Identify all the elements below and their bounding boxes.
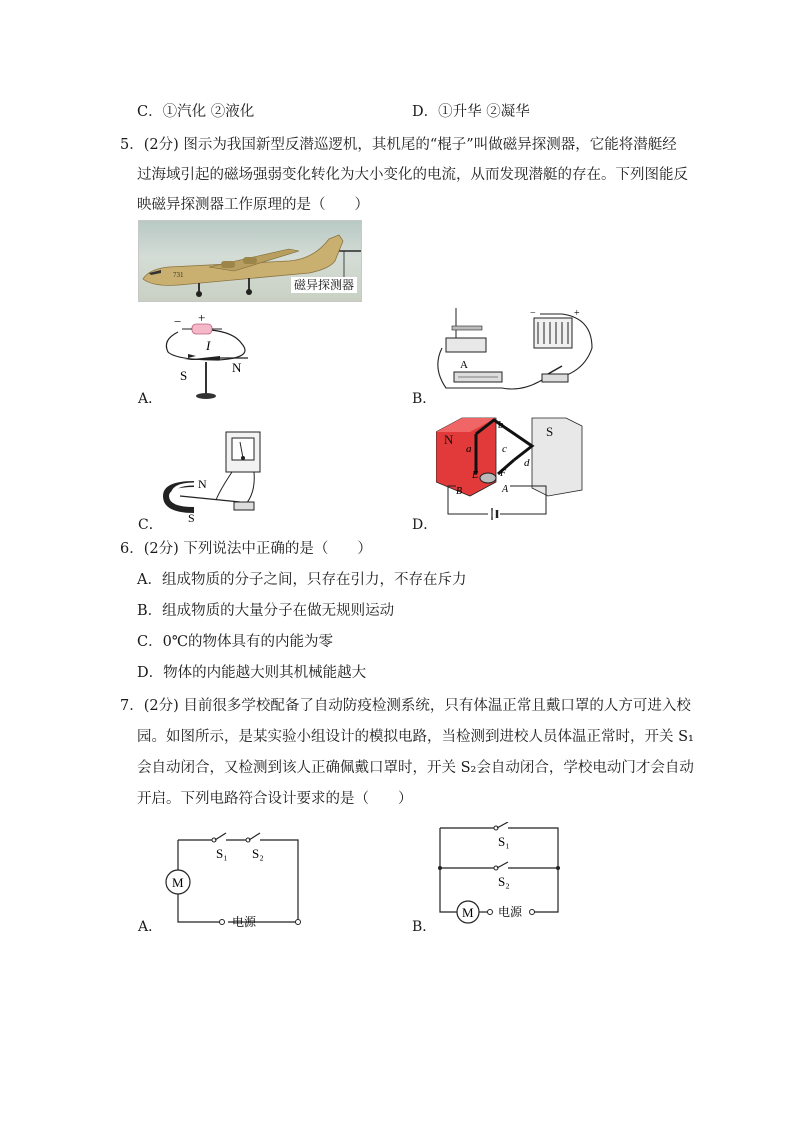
south-magnet [532,418,582,496]
q5-stem-line-2: 过海域引起的磁场强弱变化转化为大小变化的电流，从而发现潜艇的存在。下列图能反 [137,167,688,183]
label-power: 电源 [498,905,523,919]
label-c: c [502,443,507,455]
patrol-aircraft-photo [138,220,362,302]
label-north: N [232,360,242,375]
label-minus: − [174,314,182,329]
q5-option-a[interactable]: A． [138,391,163,407]
q6-stem: 6．(2分) 下列说法中正确的是（ ） [120,541,372,557]
q6-option-b[interactable]: B．组成物质的大量分子在做无规则运动 [137,603,395,619]
q7-stem-line-1: 7．(2分) 目前很多学校配备了自动防疫检测系统，只有体温正常且戴口罩的人方可进入校 [120,698,691,714]
q7-option-b[interactable]: B． [412,919,437,935]
label-s2: S₂ [498,874,510,889]
label-f: F [500,468,507,479]
q5-stem-line-3: 映磁异探测器工作原理的是（ ） [137,197,369,213]
switch-s1-icon [212,833,226,842]
battery-icon [192,324,212,334]
q5-diagram-b [432,308,602,400]
label-north: N [198,477,207,491]
q5-option-b[interactable]: B． [412,391,437,407]
q4-option-c[interactable]: C．①汽化 ②液化 [137,104,255,120]
battery-icon [534,318,572,348]
label-d: d [524,457,530,469]
q5-option-c[interactable]: C． [138,517,163,533]
q6-option-a[interactable]: A．组成物质的分子之间，只存在引力，不存在斥力 [137,572,467,588]
label-current: I [206,338,211,353]
q5-diagram-a [158,310,268,402]
switch-icon [548,366,562,374]
switch-s1-icon [494,822,508,830]
label-minus: − [530,308,536,319]
label-b: b [498,419,504,431]
q7-stem-line-3: 会自动闭合，又检测到该人正确佩戴口罩时，开关 S₂会自动闭合，学校电动门才会自动 [137,760,694,776]
label-b-brush: B [456,486,463,497]
q7-stem-line-2: 园。如图所示，是某实验小组设计的模拟电路，当检测到进校人员体温正常时，开关 S₁ [137,729,694,745]
q6-option-c[interactable]: C．0℃的物体具有的内能为零 [137,634,334,650]
q7-circuit-b [432,822,572,926]
q5-diagram-c [160,430,270,522]
label-s1: S₁ [498,834,510,849]
label-s1: S₁ [216,846,228,861]
switch-s2-icon [494,862,508,870]
label-south: S [546,424,554,439]
q7-circuit-a [160,830,310,930]
photo-caption: 磁异探测器 [291,277,357,293]
label-motor: M [462,905,474,920]
q7-option-a[interactable]: A． [138,919,163,935]
label-plus: + [574,308,580,319]
label-e: E [472,470,479,481]
label-a: A [460,359,468,371]
q5-stem-line-1: 5．(2分) 图示为我国新型反潜巡逻机，其机尾的“棍子”叫做磁异探测器，它能将潜艇经 [120,137,677,153]
label-south: S [188,511,195,522]
q5-diagram-d [436,412,584,524]
q6-option-d[interactable]: D．物体的内能越大则其机械能越大 [137,665,367,681]
label-a: a [466,443,472,455]
q4-option-d[interactable]: D．①升华 ②凝华 [412,104,530,120]
label-plus: + [198,310,206,325]
label-north: N [444,432,454,447]
label-motor: M [172,875,184,890]
aircraft-number: 731 [173,271,184,279]
label-a-brush: A [502,484,509,495]
label-s2: S₂ [252,846,264,861]
q7-stem-line-4: 开启。下列电路符合设计要求的是（ ） [137,791,413,807]
label-south: S [180,368,188,383]
switch-s2-icon [246,833,260,842]
label-power: 电源 [232,915,257,929]
q5-option-d[interactable]: D． [412,517,438,533]
